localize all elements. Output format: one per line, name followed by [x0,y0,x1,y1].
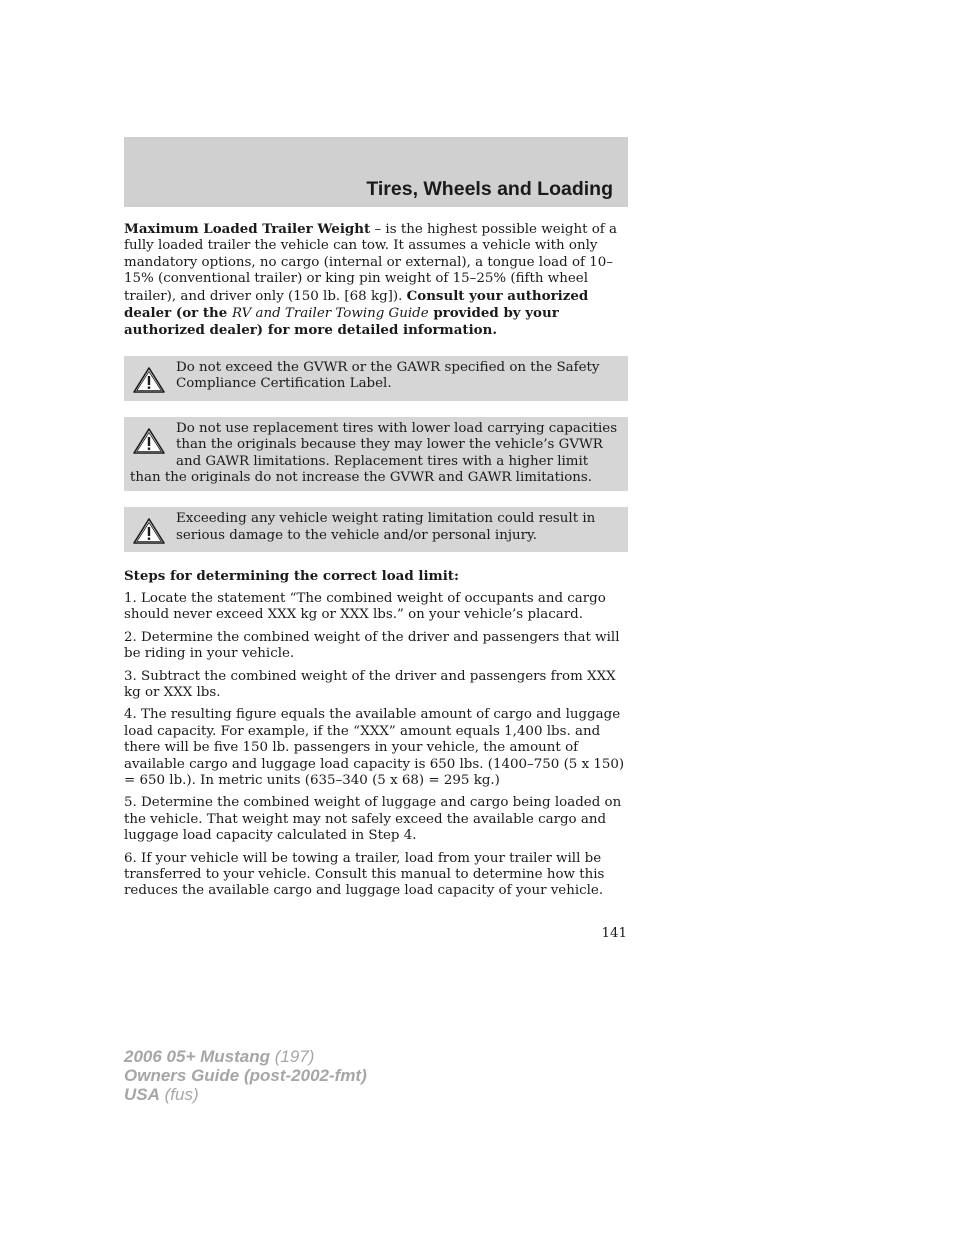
footer-line-2: Owners Guide (post-2002-fmt) [124,1066,367,1085]
intro-bold-b: provided by your authorized dealer) for more detailed information. [124,305,559,339]
warning-text-1: Do not exceed the GVWR or the GAWR specified on the Safety Compliance Certification Label. [176,359,600,392]
intro-paragraph [124,221,628,340]
warning-triangle-icon [132,427,166,455]
page-number: 141 [601,926,627,941]
step-item: 3. Subtract the combined weight of the driver and passengers from XXX kg or XXX lbs. [124,668,616,700]
footer-model: 2006 05+ Mustang [124,1047,270,1066]
intro-term: Maximum Loaded Trailer Weight [124,221,371,237]
warning-box-2 [124,417,628,492]
document-footer [124,1047,367,1104]
footer-market: USA [124,1085,160,1104]
step-item: 6. If your vehicle will be towing a trailer, load from your trailer will be transferred to your vehicle. Consult this manual to determine how this reduces the available cargo and luggage load capacity of your vehicle. [124,850,605,899]
footer-market-code: (fus) [159,1085,199,1104]
footer-model-code: (197) [270,1047,315,1066]
warning-text-3: Exceeding any vehicle weight rating limitation could result in serious damage to the vehicle and/or personal injury. [176,511,596,543]
guide-title: RV and Trailer Towing Guide [231,306,429,322]
step-item: 4. The resulting figure equals the available amount of cargo and luggage load capacity. For example, if the “XXX” amount equals 1,400 lbs. and there will be five 150 lb. passengers in your vehicle, the amount of available cargo and luggage load capacity is 650 lbs. (1400–750 (5 x 150) = 650 lb.). In metric units (635–340 (5 x 68) = 295 kg.) [124,707,625,788]
warning-triangle-icon [132,366,166,394]
step-item: 2. Determine the combined weight of the driver and passengers that will be riding in your vehicle. [124,629,620,662]
steps-heading: Steps for determining the correct load limit: [124,568,459,585]
intro-bold-a: Consult your authorized dealer (or the [124,287,589,322]
step-item: 1. Locate the statement “The combined weight of occupants and cargo should never exceed XXX kg or XXX lbs.” on your vehicle’s placard. [124,590,606,623]
warning-box-1 [124,356,628,401]
section-title: Tires, Wheels and Loading [366,178,613,200]
warning-box-3 [124,507,628,552]
page-content [124,221,628,906]
section-header-band [124,137,628,207]
footer-line-3 [124,1085,367,1104]
step-item: 5. Determine the combined weight of luggage and cargo being loaded on the vehicle. That weight may not safely exceed the available cargo and luggage load capacity calculated in Step 4. [124,795,622,844]
warning-text-2: Do not use replacement tires with lower load carrying capacities than the originals because they may lower the vehicle’s GVWR and GAWR limitations. Replacement tires with a higher limit than the originals do not increase the GVWR and GAWR limitations. [130,420,618,486]
warning-triangle-icon [132,517,166,545]
intro-text: – is the highest possible weight of a fully loaded trailer the vehicle can tow. It assumes a vehicle with only mandatory options, no cargo (internal or external), a tongue load of 10–15% (conventional trailer) or king pin weight of 15–25% (fifth wheel trailer), and driver only (150 lb. [68 kg]). [124,222,618,304]
footer-line-1 [124,1047,367,1066]
